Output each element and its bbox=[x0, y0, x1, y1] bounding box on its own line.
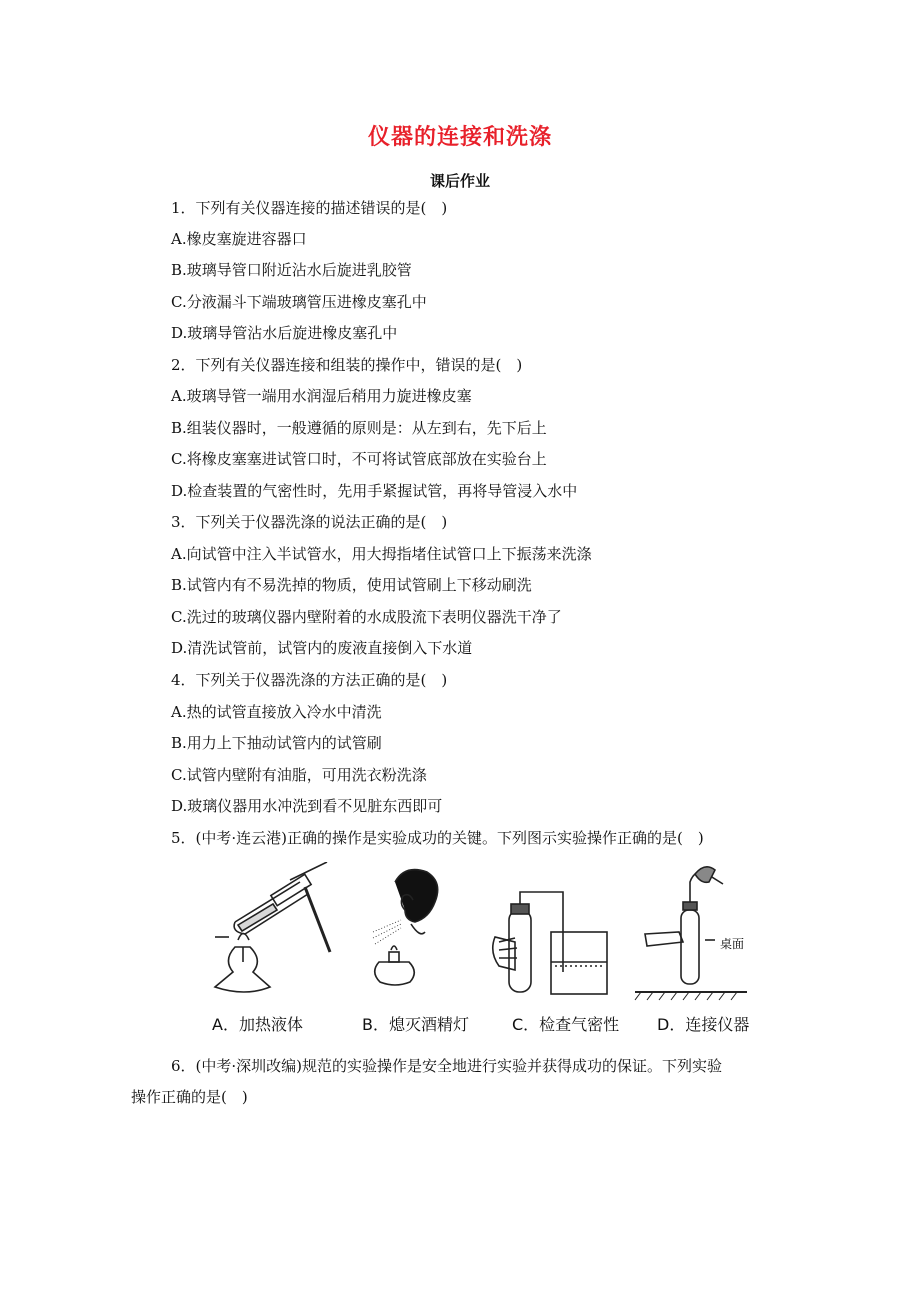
question-4-option-d: D.玻璃仪器用水冲洗到看不见脏东西即可 bbox=[171, 797, 443, 815]
page-title: 仪器的连接和洗涤 bbox=[367, 125, 552, 150]
question-1-option-b: B.玻璃导管口附近沾水后旋进乳胶管 bbox=[171, 261, 412, 279]
question-3-stem: 3．下列关于仪器洗涤的说法正确的是( ) bbox=[171, 513, 448, 531]
question-3-option-a: A.向试管中注入半试管水，用大拇指堵住试管口上下振荡来洗涤 bbox=[171, 545, 592, 563]
figure-d-connecting-instruments bbox=[635, 867, 747, 1000]
figure-label-b: B．熄灭酒精灯 bbox=[362, 1015, 469, 1034]
question-2-option-d: D.检查装置的气密性时，先用手紧握试管，再将导管浸入水中 bbox=[171, 482, 578, 500]
question-1-option-d: D.玻璃导管沾水后旋进橡皮塞孔中 bbox=[171, 324, 398, 342]
question-5-stem: 5．(中考·连云港)正确的操作是实验成功的关键。下列图示实验操作正确的是( ) bbox=[171, 829, 704, 847]
question-2-stem: 2．下列有关仪器连接和组装的操作中，错误的是( ) bbox=[171, 356, 523, 374]
figure-c-airtightness-check bbox=[493, 892, 607, 994]
figure-b-extinguishing-lamp bbox=[373, 870, 438, 985]
figure-label-a: A．加热液体 bbox=[212, 1015, 303, 1034]
figure-a-heating-liquid bbox=[215, 862, 330, 992]
question-6-stem-line-2: 操作正确的是( ) bbox=[131, 1088, 248, 1106]
question-4-stem: 4．下列关于仪器洗涤的方法正确的是( ) bbox=[171, 671, 448, 689]
question-6-stem-line-1: 6．(中考·深圳改编)规范的实验操作是安全地进行实验并获得成功的保证。下列实验 bbox=[171, 1057, 723, 1075]
question-4-option-b: B.用力上下抽动试管内的试管刷 bbox=[171, 734, 382, 752]
question-1-stem: 1．下列有关仪器连接的描述错误的是( ) bbox=[171, 199, 448, 217]
question-1-option-a: A.橡皮塞旋进容器口 bbox=[171, 230, 307, 248]
desk-label: 桌面 bbox=[720, 937, 745, 951]
question-3-option-c: C.洗过的玻璃仪器内壁附着的水成股流下表明仪器洗干净了 bbox=[171, 608, 562, 626]
question-4-option-a: A.热的试管直接放入冷水中清洗 bbox=[171, 703, 382, 721]
question-3-option-d: D.清洗试管前，试管内的废液直接倒入下水道 bbox=[171, 639, 473, 657]
question-3-option-b: B.试管内有不易洗掉的物质，使用试管刷上下移动刷洗 bbox=[171, 576, 532, 594]
question-2-option-a: A.玻璃导管一端用水润湿后稍用力旋进橡皮塞 bbox=[171, 387, 472, 405]
question-2-option-b: B.组装仪器时，一般遵循的原则是：从左到右，先下后上 bbox=[171, 419, 547, 437]
question-4-option-c: C.试管内壁附有油脂，可用洗衣粉洗涤 bbox=[171, 766, 427, 784]
figure-label-d: D．连接仪器 bbox=[657, 1015, 750, 1034]
figure-label-c: C．检查气密性 bbox=[512, 1015, 620, 1034]
page-subtitle: 课后作业 bbox=[429, 172, 490, 190]
question-1-option-c: C.分液漏斗下端玻璃管压进橡皮塞孔中 bbox=[171, 293, 427, 311]
question-2-option-c: C.将橡皮塞塞进试管口时，不可将试管底部放在实验台上 bbox=[171, 450, 547, 468]
